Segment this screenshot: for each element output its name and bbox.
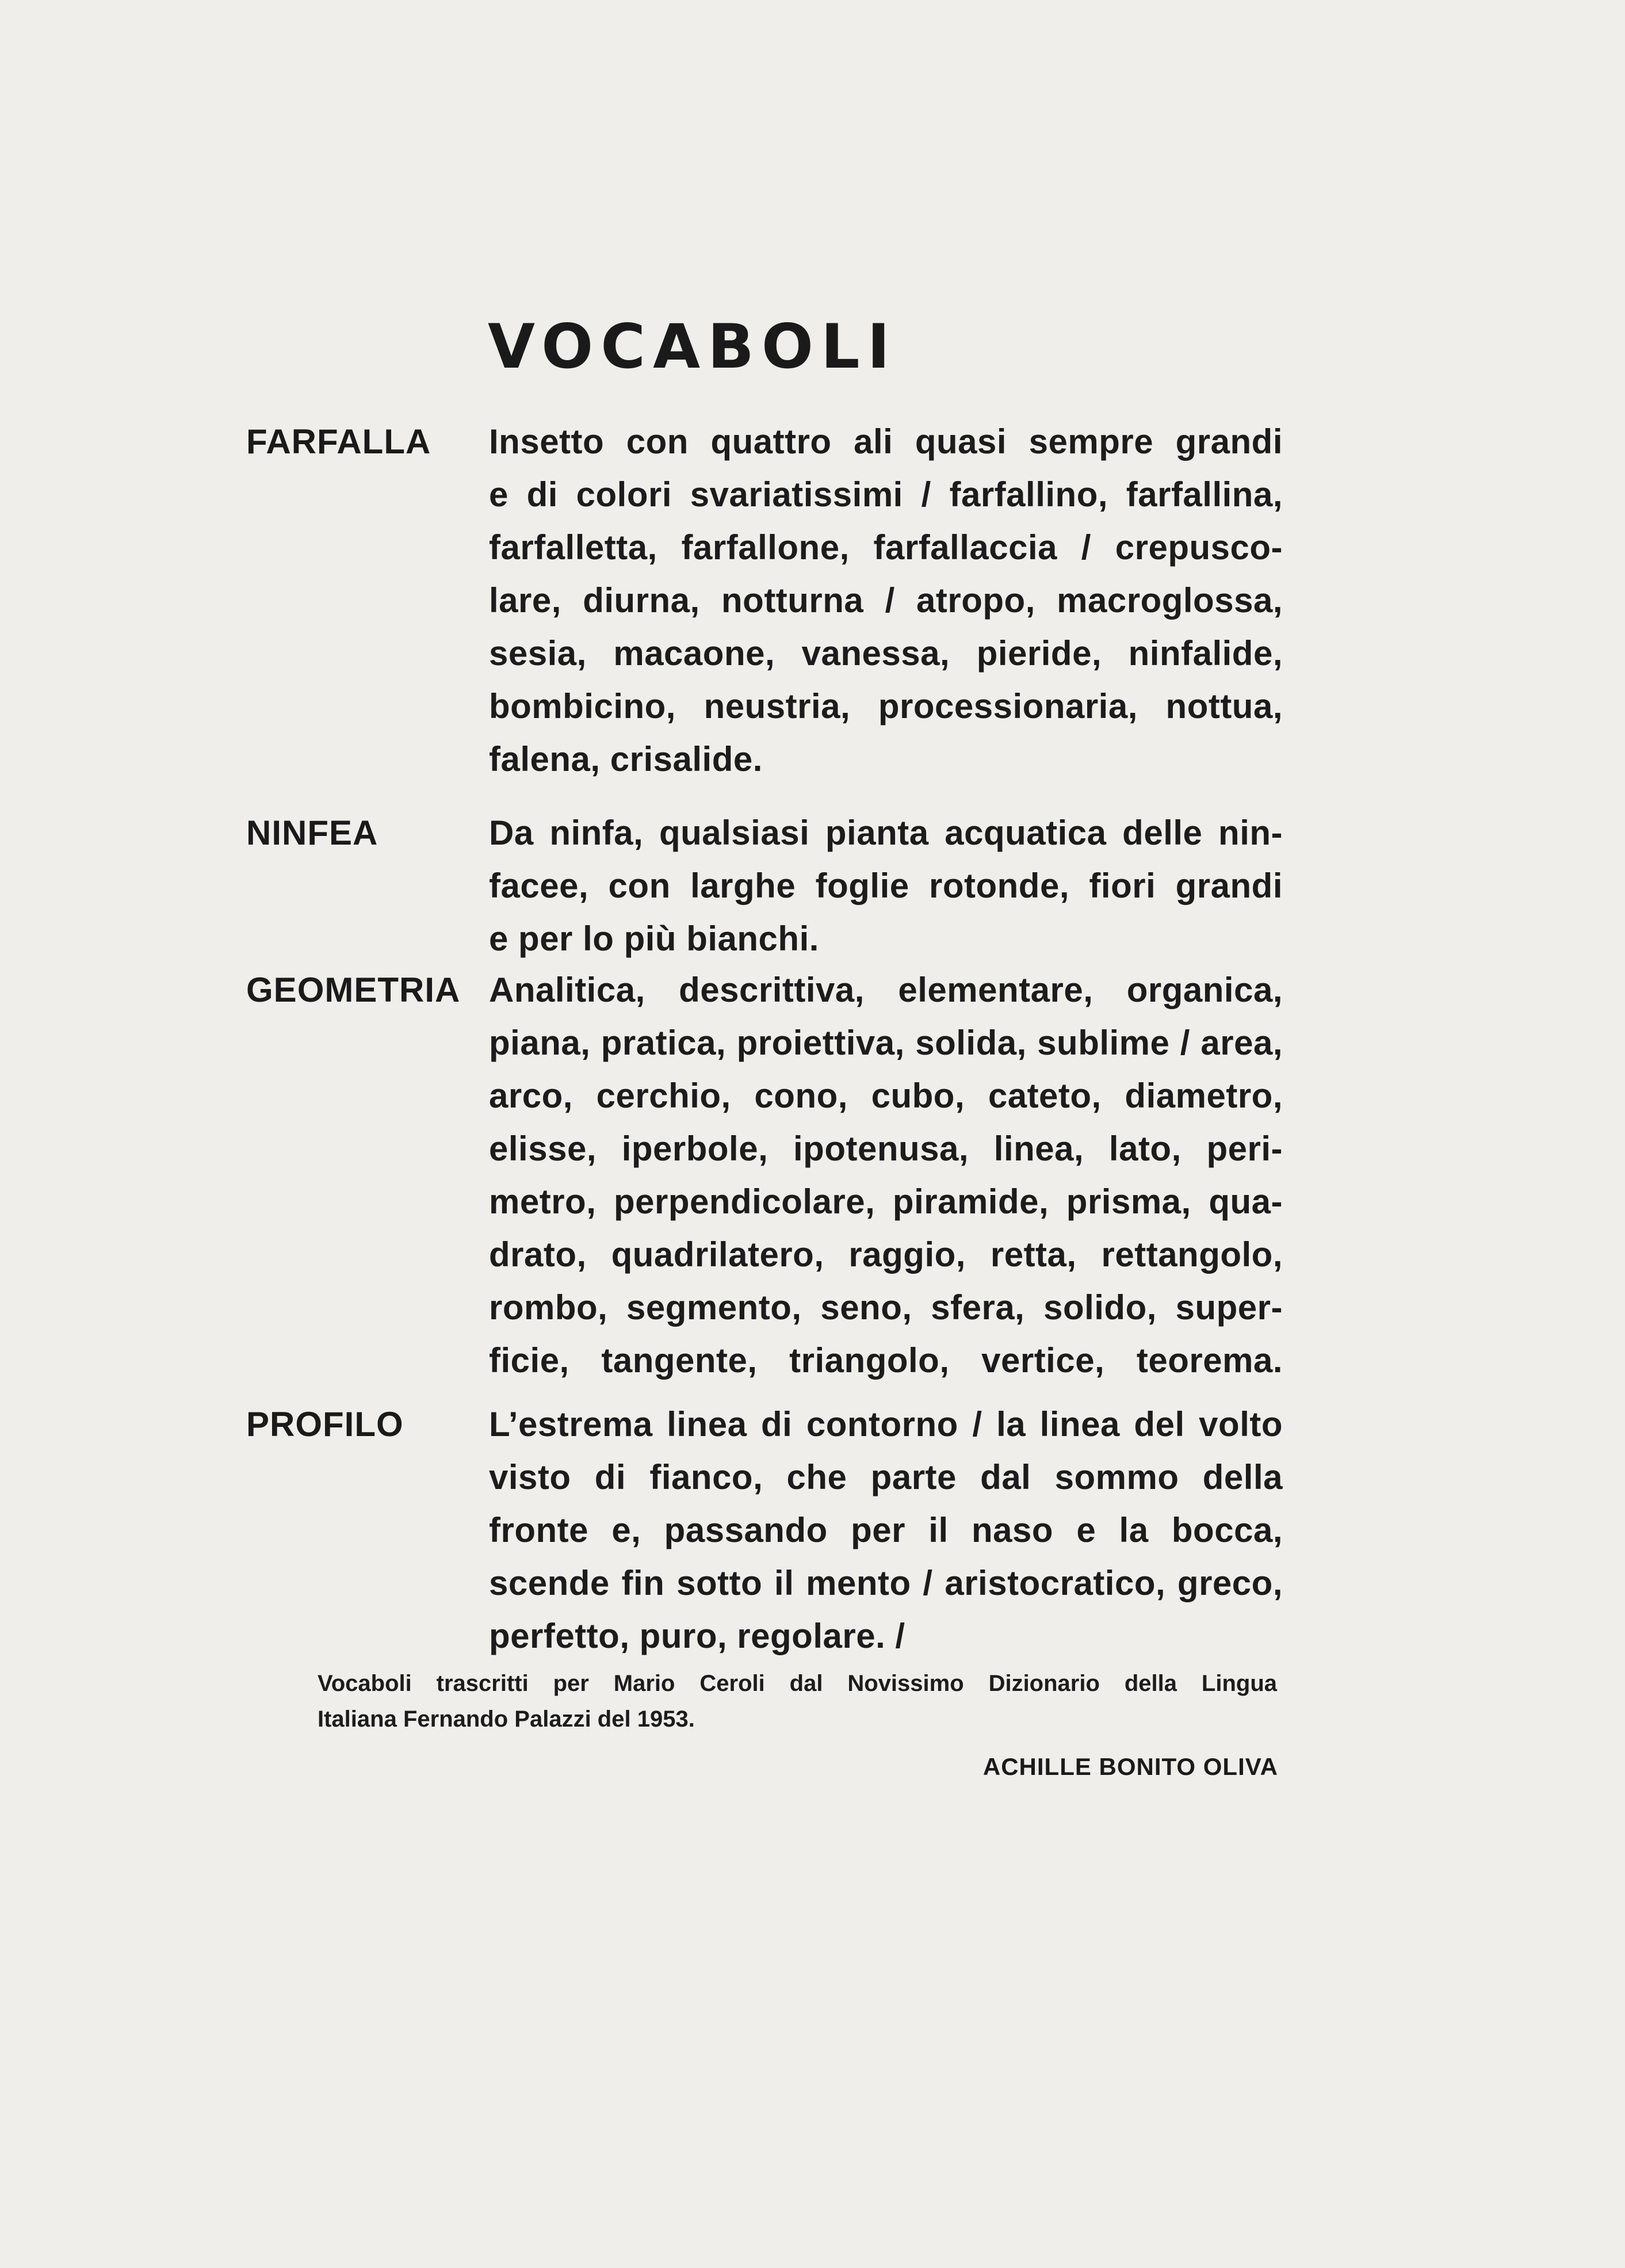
definition-line: scende fin sotto il mento / aristocratico, greco,	[489, 1564, 1283, 1602]
definition-line: ficie, tangente, triangolo, vertice, teorema.	[489, 1341, 1283, 1380]
definition-line: rombo, segmento, seno, sfera, solido, super-	[489, 1288, 1283, 1327]
definition-line: lare, diurna, notturna / atropo, macroglossa,	[489, 581, 1283, 620]
definition-line: sesia, macaone, vanessa, pieride, ninfalide,	[489, 634, 1283, 673]
definition-line: falena, crisalide.	[489, 740, 763, 778]
entry-definition	[489, 415, 1283, 786]
footnote-line: Italiana Fernando Palazzi del 1953.	[318, 1706, 695, 1732]
definition-line: perfetto, puro, regolare. /	[489, 1617, 905, 1655]
definition-line: fronte e, passando per il naso e la bocca,	[489, 1511, 1283, 1549]
entry-definition	[489, 964, 1283, 1387]
source-footnote	[318, 1666, 1277, 1737]
entry-definition	[489, 807, 1283, 965]
entry-term: FARFALLA	[246, 422, 431, 461]
entry-term: NINFEA	[246, 814, 378, 852]
definition-line: metro, perpendicolare, piramide, prisma, qua-	[489, 1182, 1283, 1221]
definition-line: elisse, iperbole, ipotenusa, linea, lato, peri-	[489, 1129, 1283, 1168]
definition-line: piana, pratica, proiettiva, solida, sublime / area,	[489, 1024, 1283, 1062]
entry-definition	[489, 1398, 1283, 1663]
definition-line: L’estrema linea di contorno / la linea del volto	[489, 1405, 1283, 1444]
definition-line: Analitica, descrittiva, elementare, organica,	[489, 971, 1283, 1009]
definition-line: drato, quadrilatero, raggio, retta, rettangolo,	[489, 1235, 1283, 1274]
entry-term: GEOMETRIA	[246, 971, 461, 1009]
definition-line: arco, cerchio, cono, cubo, cateto, diametro,	[489, 1076, 1283, 1115]
definition-line: Insetto con quattro ali quasi sempre grandi	[489, 422, 1283, 461]
definition-line: Da ninfa, qualsiasi pianta acquatica delle nin-	[489, 814, 1283, 852]
page-title: VOCABOLI	[488, 311, 897, 382]
entry-term: PROFILO	[246, 1405, 404, 1444]
definition-line: visto di fianco, che parte dal sommo della	[489, 1458, 1283, 1496]
definition-line: e di colori svariatissimi / farfallino, farfallina,	[489, 475, 1283, 514]
definition-line: farfalletta, farfallone, farfallaccia / crepusco-	[489, 528, 1283, 567]
definition-line: bombicino, neustria, processionaria, nottua,	[489, 687, 1283, 726]
author-signature: ACHILLE BONITO OLIVA	[982, 1753, 1278, 1780]
definition-line: facee, con larghe foglie rotonde, fiori grandi	[489, 866, 1283, 905]
footnote-line: Vocaboli trascritti per Mario Ceroli dal Novissimo Dizionario della Lingua	[318, 1671, 1277, 1696]
definition-line: e per lo più bianchi.	[489, 919, 819, 958]
